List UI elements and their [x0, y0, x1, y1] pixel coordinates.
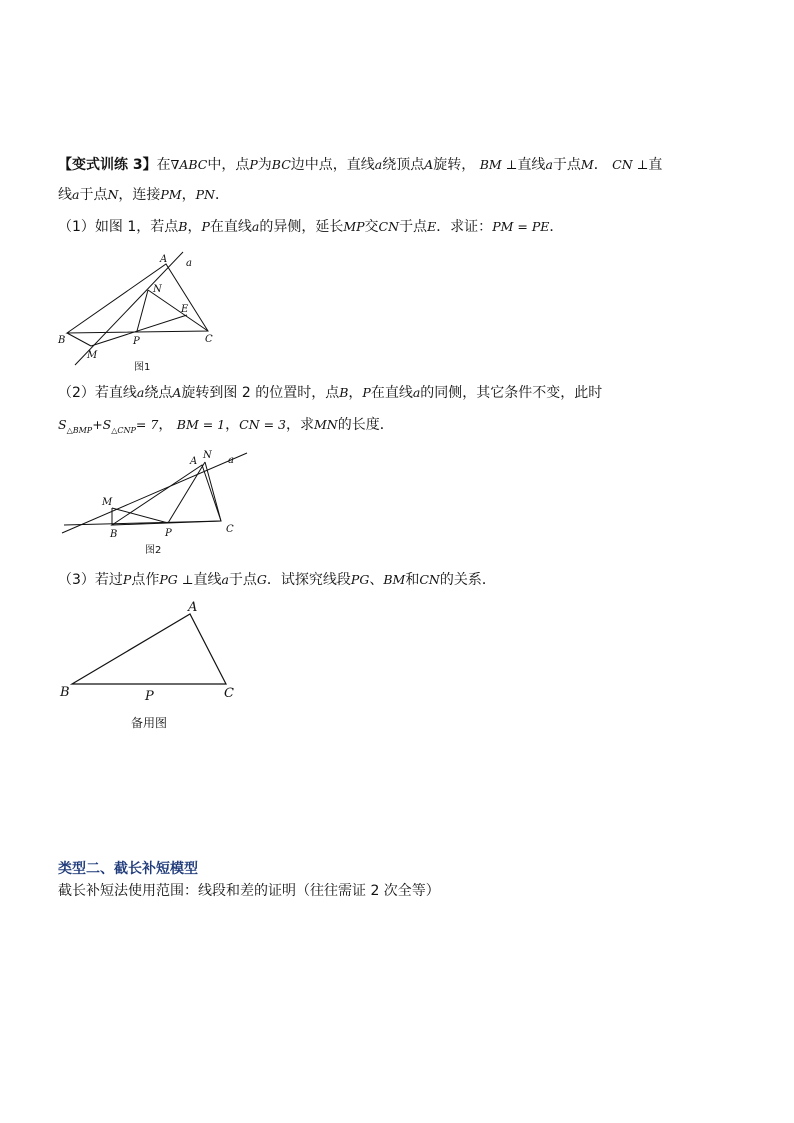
- segment-mp: [112, 508, 168, 523]
- label-C: C: [205, 334, 213, 345]
- label-M: M: [87, 350, 98, 361]
- triangle-abc: [67, 264, 208, 333]
- figure-2-caption: 图2: [145, 545, 162, 556]
- label-P: P: [145, 689, 154, 704]
- line-a: [75, 252, 183, 365]
- figure-2: [55, 445, 255, 560]
- label-B: B: [60, 685, 70, 700]
- label-B: B: [110, 529, 118, 540]
- section-title: 类型二、截长补短模型: [58, 861, 198, 877]
- part2-question-line-1: （2）若直线a绕点A旋转到图 2 的位置时，点B，P在直线a的同侧，其它条件不变，此时: [58, 385, 603, 401]
- label-B: B: [58, 335, 66, 346]
- label-A: A: [190, 456, 198, 467]
- figure-backup: [55, 598, 250, 703]
- label-N: N: [203, 450, 212, 461]
- problem-line-2: 线a于点N，连接PM，PN．: [58, 187, 229, 203]
- label-C: C: [224, 686, 234, 701]
- label-a: a: [228, 455, 234, 466]
- label-N: N: [153, 284, 162, 295]
- part1-question: （1）如图 1，若点B，P在直线a的异侧，延长MP交CN于点E．求证：PM = PE．: [58, 219, 564, 235]
- segment-bm: [67, 333, 91, 346]
- triangle-abc: [112, 465, 221, 525]
- label-a: a: [186, 258, 192, 269]
- figure-backup-caption: 备用图: [131, 716, 168, 730]
- figure-1: [55, 248, 215, 378]
- label-M: M: [102, 497, 113, 508]
- triangle-abc: [72, 614, 226, 684]
- part3-question: （3）若过P点作PG ⊥直线a于点G．试探究线段PG、BM和CN的关系．: [58, 572, 496, 588]
- label-A: A: [188, 600, 198, 615]
- part2-question-line-2: $S_{\triangle BMP}+S_{\triangle CNP}= 7$， BM = 1，CN = 3，求MN的长度．: [58, 417, 394, 435]
- label-A: A: [160, 254, 168, 265]
- section-text: 截长补短法使用范围：线段和差的证明（往往需证 2 次全等）: [58, 883, 440, 899]
- problem-heading: 【变式训练 3】: [58, 157, 157, 173]
- label-E: E: [181, 304, 189, 315]
- segment-cn: [205, 462, 221, 521]
- label-C: C: [226, 524, 234, 535]
- label-P: P: [165, 528, 172, 539]
- segment-pn: [137, 290, 148, 331]
- segment-pn: [168, 462, 205, 523]
- label-P: P: [133, 336, 140, 347]
- figure-1-caption: 图1: [134, 362, 151, 373]
- problem-line-1: 【变式训练 3】在∇ABC中，点P为BC边中点，直线a绕顶点A旋转， BM ⊥直线a于点M． CN ⊥直: [58, 157, 663, 173]
